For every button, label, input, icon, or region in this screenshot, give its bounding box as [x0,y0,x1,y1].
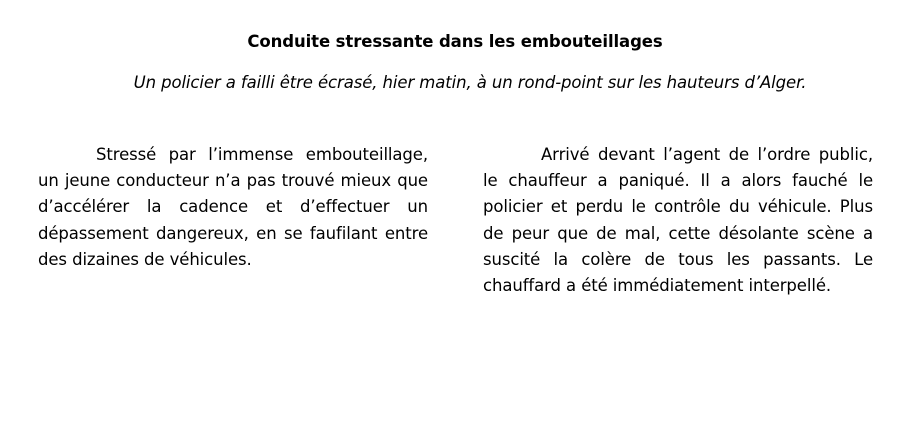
paragraph-left-column: Stressé par l’immense embouteillage, un jeune conducteur n’a pas trouvé mieux que d’accélérer la cadence et d’effectuer un dépassement dangereux, en se faufilant entre des dizaines de véhicules. [38,145,428,269]
article-title: Conduite stressante dans les embouteillages [247,32,663,51]
article-subtitle: Un policier a failli être écrasé, hier matin, à un rond-point sur les hauteurs d’Alger. [133,73,807,92]
paragraph-right-column: Arrivé devant l’agent de l’ordre public, le chauffeur a paniqué. Il a alors fauché le policier et perdu le contrôle du véhicule. Plus de peur que de mal, cette désolante scène a suscité la colère de tous les passants. Le chauffard a été immédiatement interpellé. [483,145,873,296]
